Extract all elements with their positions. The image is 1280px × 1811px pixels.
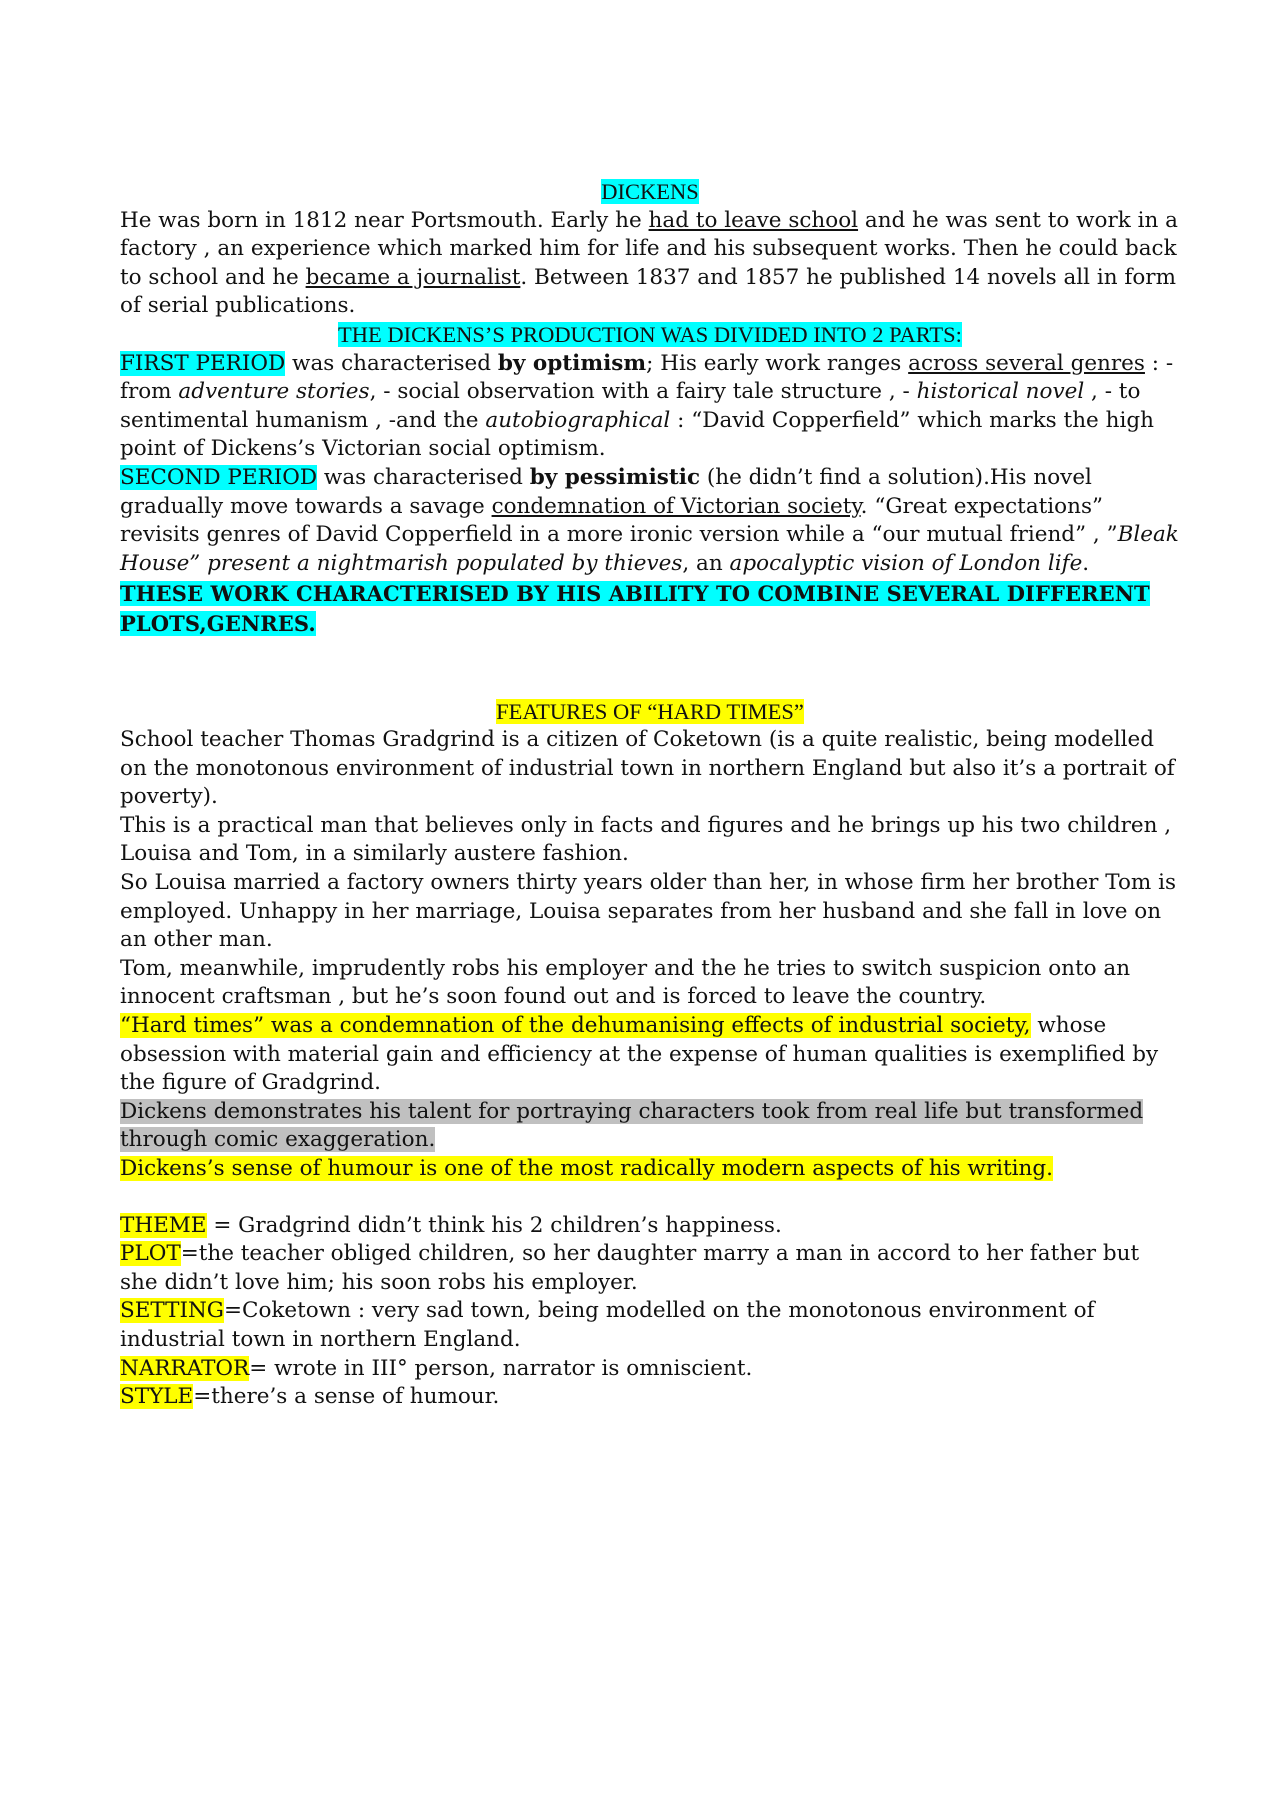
intro-text-2: and he was sent to work in a factory , an experience which marked him for life and his subsequent works. Then he could back to school and he xyxy=(120,207,1178,290)
setting-label: SETTING xyxy=(120,1298,224,1324)
setting-text: =Coketown : very sad town, being modelled on the monotonous environment of industrial town in northern England. xyxy=(120,1298,1095,1352)
first-period-underline: across several genres xyxy=(908,350,1145,376)
ability-note-text: THESE WORK CHARACTERISED BY HIS ABILITY TO COMBINE SEVERAL DIFFERENT PLOTS,GENRES. xyxy=(120,581,1150,636)
talent-note-text: Dickens demonstrates his talent for portraying characters took from real life but transformed through comic exaggeration. xyxy=(120,1098,1144,1153)
intro-underline-2: became a journalist xyxy=(305,264,521,290)
intro-text-1: He was born in 1812 near Portsmouth. Early he xyxy=(120,207,649,233)
page-title xyxy=(120,178,1180,207)
plot-line xyxy=(120,1240,1180,1297)
plot-text: =the teacher obliged children, so her daughter marry a man in accord to her father but she didn’t love him; his soon robs his employer. xyxy=(120,1241,1140,1295)
first-period-label: FIRST PERIOD xyxy=(120,350,286,376)
humour-note-text: Dickens’s sense of humour is one of the most radically modern aspects of his writing. xyxy=(120,1156,1053,1181)
first-period-text-1: was characterised xyxy=(285,350,498,376)
hard-times-paragraph-4: Tom, meanwhile, imprudently robs his employer and the he tries to switch suspicion onto an innocent craftsman , but he’s soon found out and is forced to leave the country. xyxy=(120,955,1131,1010)
first-period-text-6: : “David Copperfield” which marks the high point of Dickens’s Victorian social optimism. xyxy=(120,407,1154,462)
first-period-text-2: ; His early work ranges xyxy=(646,350,909,376)
first-period-text-5: , - to sentimental humanism , -and the xyxy=(120,379,1141,433)
style-line xyxy=(120,1383,1180,1412)
second-period-text-4: , an xyxy=(682,550,730,576)
second-period-text-5: . xyxy=(1082,550,1090,576)
hard-times-paragraph-2: This is a practical man that believes only in facts and figures and he brings up his two children , Louisa and Tom, in a similarly austere fashion. xyxy=(120,812,1172,867)
hard-times-heading xyxy=(120,698,1180,727)
first-period-italic-1: adventure stories xyxy=(178,379,370,405)
intro-text-3: . Between 1837 and 1857 he published 14 novels all in form of serial publications. xyxy=(120,264,1176,319)
setting-line xyxy=(120,1297,1180,1354)
second-period-text-1: was characterised xyxy=(317,464,530,490)
theme-label: THEME xyxy=(120,1212,207,1238)
condemnation-highlight: “Hard times” was a condemnation of the dehumanising effects of industrial society, xyxy=(120,1013,1031,1039)
second-period-text-3: . “Great expectations” revisits genres of David Copperfield in a more ironic version while a “our mutual friend” , ” xyxy=(120,493,1118,548)
second-period-text-2: (he didn’t find a solution).His novel gradually move towards a savage xyxy=(120,464,1092,519)
second-period-italic-2: apocalyptic vision of London life xyxy=(729,550,1083,576)
hard-times-paragraph-3: So Louisa married a factory owners thirty years older than her, in whose firm her brother Tom is employed. Unhappy in her marriage, Louisa separates from her husband and she fall in love on an other man. xyxy=(120,870,1177,953)
intro-underline-1: had to leave school xyxy=(648,207,859,233)
first-period-paragraph xyxy=(120,350,1180,464)
production-heading-text: THE DICKENS’S PRODUCTION WAS DIVIDED INTO 2 PARTS: xyxy=(338,321,962,347)
second-period-bold: by pessimistic xyxy=(529,464,701,490)
first-period-italic-3: autobiographical xyxy=(485,407,671,433)
intro-paragraph xyxy=(120,207,1180,321)
theme-line xyxy=(120,1212,1180,1241)
spacer xyxy=(120,1184,1180,1212)
narrator-text: = wrote in III° person, narrator is omniscient. xyxy=(249,1355,753,1381)
narrator-label: NARRATOR xyxy=(120,1355,250,1381)
first-period-italic-2: historical novel xyxy=(916,379,1085,405)
second-period-italic-1: Bleak House” present a nightmarish populated by thieves xyxy=(120,522,1179,576)
title-text: DICKENS xyxy=(601,179,699,204)
theme-text: = Gradgrind didn’t think his 2 children’s happiness. xyxy=(206,1212,782,1238)
condemnation-rest: whose obsession with material gain and efficiency at the expense of human qualities is exemplified by the figure of Gradgrind. xyxy=(120,1013,1159,1096)
humour-note xyxy=(120,1155,1180,1184)
style-text: =there’s a sense of humour. xyxy=(193,1384,500,1410)
first-period-text-3: : -from xyxy=(120,350,1174,405)
first-period-text-4: , - social observation with a fairy tale structure , - xyxy=(369,379,917,405)
plot-label: PLOT xyxy=(120,1241,181,1267)
ability-note xyxy=(120,580,1180,639)
second-period-paragraph xyxy=(120,464,1180,578)
second-period-label: SECOND PERIOD xyxy=(120,464,318,490)
production-heading xyxy=(120,321,1180,350)
condemnation-paragraph xyxy=(120,1012,1180,1098)
talent-note xyxy=(120,1098,1180,1155)
hard-times-paragraph-1: School teacher Thomas Gradgrind is a citizen of Coketown (is a quite realistic, being modelled on the monotonous environment of industrial town in northern England but also it’s a portrait of poverty). xyxy=(120,727,1175,810)
hard-times-heading-text: FEATURES OF “HARD TIMES” xyxy=(496,698,804,724)
style-label: STYLE xyxy=(120,1384,194,1410)
second-period-underline: condemnation of Victorian society xyxy=(491,493,861,519)
narrator-line xyxy=(120,1355,1180,1384)
spacer xyxy=(120,640,1180,698)
document-body xyxy=(120,178,1180,1412)
first-period-bold: by optimism xyxy=(497,350,647,376)
